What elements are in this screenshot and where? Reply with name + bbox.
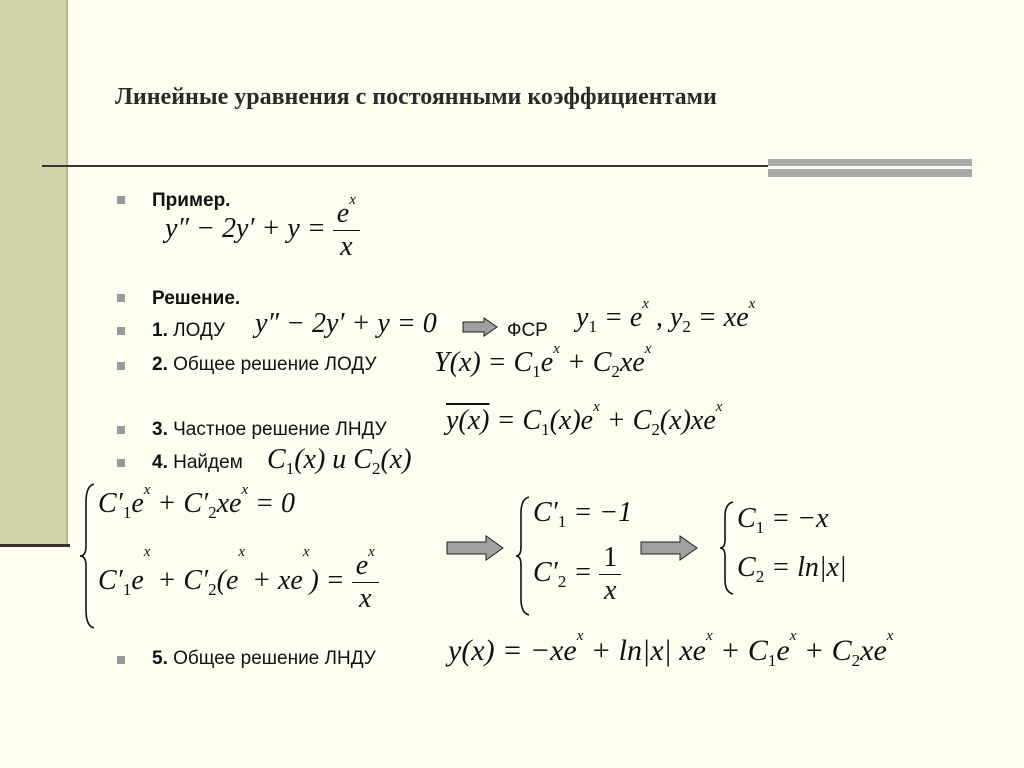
step4-formula: $C_1(x)$ и $C_2(x)$ xyxy=(267,444,412,478)
bullet-icon xyxy=(117,294,125,302)
slide-title: Линейные уравнения с постоянными коэффициентами xyxy=(115,84,717,110)
system3-brace-icon xyxy=(718,500,736,596)
implies-arrow-icon xyxy=(640,535,698,561)
system1-fraction: $\frac{e^x}{x}$ xyxy=(352,550,379,615)
decorative-gray-bar xyxy=(768,159,972,177)
step2-formula: $Y(x) = C_1e^x + C_2xe^x$ xyxy=(434,341,652,381)
step3-label: 3. Частное решение ЛНДУ xyxy=(152,419,387,440)
fsr-label: ФСР xyxy=(507,320,548,341)
bullet-icon xyxy=(117,196,125,204)
implies-arrow-icon xyxy=(462,317,498,337)
solution-label: Решение. xyxy=(152,288,241,309)
bullet-icon xyxy=(117,459,125,467)
system1-row1: $C'_1e^x + C'_2xe^x = 0$ xyxy=(98,482,296,522)
system1-brace-icon xyxy=(78,482,98,630)
left-accent-underline xyxy=(0,544,70,547)
system2-row2: $C'_2$ = $\frac{1}{x}$ xyxy=(533,542,621,607)
system2-brace-icon xyxy=(514,495,532,617)
step5-formula: $y(x) = -xe^x + \ln|x|$ $xe^x + C_1e^x + C_2xe^x$ xyxy=(448,628,894,670)
bullet-icon xyxy=(117,656,125,664)
step4-label: 4. Найдем xyxy=(152,452,243,473)
step1-label: 1. ЛОДУ xyxy=(152,320,226,341)
implies-arrow-icon xyxy=(446,535,504,561)
bullet-icon xyxy=(117,362,125,370)
bullet-icon xyxy=(117,426,125,434)
fsr-formula: $y_1 = e^x$ , $y_2 = xe^x$ xyxy=(576,296,756,336)
system1-row2: $C'_1e^x + C'_2(e^x + xe^x)$ = $\frac{e^x}{x}$ xyxy=(98,550,379,615)
step1-equation: y″ − 2y′ + y = 0 xyxy=(255,308,437,339)
system2-fraction: $\frac{1}{x}$ xyxy=(599,542,621,607)
system2-row1: $C'_1 = -1$ xyxy=(533,497,633,531)
step2-label: 2. Общее решение ЛОДУ xyxy=(152,354,377,375)
system3-row1: $C_1 = -x$ xyxy=(737,503,829,537)
step3-formula: $y(x) = C_1(x)e^x + C_2(x)xe^x$ xyxy=(446,399,723,439)
example-equation: y″ − 2y′ + y = $\frac{e^x}{x}$ xyxy=(165,198,360,263)
step5-label: 5. Общее решение ЛНДУ xyxy=(152,648,376,669)
example-label: Пример. xyxy=(152,190,231,211)
left-accent-bar xyxy=(0,0,68,545)
system3-row2: $C_2 = \ln|x|$ xyxy=(737,552,847,586)
example-fraction: $\frac{e^x}{x}$ xyxy=(333,198,360,263)
bullet-icon xyxy=(117,327,125,335)
